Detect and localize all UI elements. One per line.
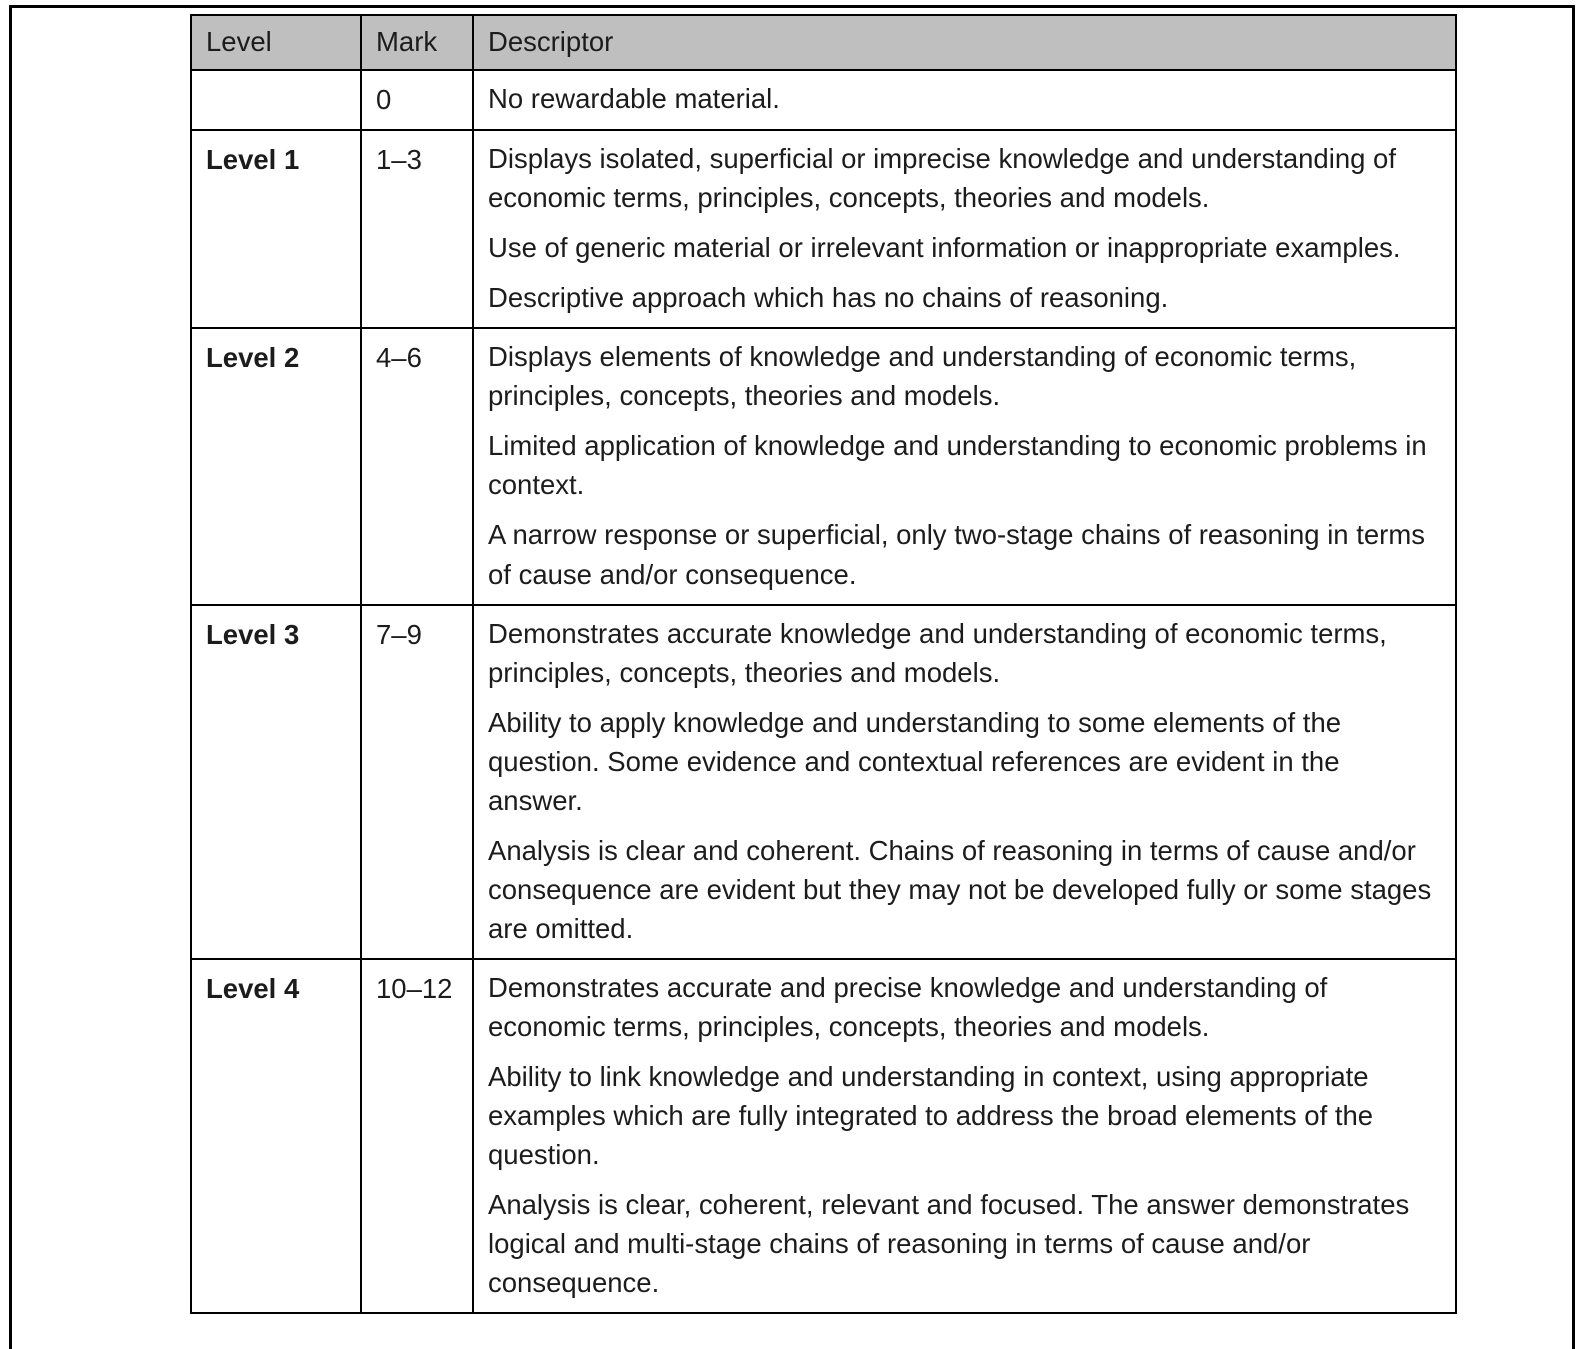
level-cell [191,605,361,959]
descriptor-paragraph: Limited application of knowledge and understanding to economic problems in context. [488,430,1427,501]
level-label: Level 4 [206,972,300,1004]
descriptor-paragraph: A narrow response or superficial, only two-stage chains of reasoning in terms of cause and/or consequence. [488,519,1425,590]
level-cell [191,70,361,130]
descriptor-paragraph: Analysis is clear, coherent, relevant and focused. The answer demonstrates logical and multi-stage chains of reasoning in terms of cause and/or consequence. [488,1189,1410,1299]
mark-cell: 7–9 [361,605,473,959]
mark-cell: 4–6 [361,328,473,604]
header-descriptor: Descriptor [473,15,1456,70]
mark-scheme-table [190,14,1457,1314]
descriptor-paragraph: Demonstrates accurate and precise knowledge and understanding of economic terms, principles, concepts, theories and models. [488,971,1328,1042]
level-cell [191,959,361,1313]
mark-scheme-rows [191,70,1456,1313]
mark-scheme-row [191,605,1456,959]
level-cell [191,328,361,604]
level-cell [191,130,361,328]
descriptor-cell [473,328,1456,604]
descriptor-cell [473,959,1456,1313]
header-level: Level [191,15,361,70]
mark-scheme-row [191,130,1456,328]
descriptor-paragraph: Displays elements of knowledge and understanding of economic terms, principles, concepts, theories and models. [488,341,1357,412]
descriptor-cell [473,70,1456,130]
header-row [191,15,1456,70]
descriptor-paragraph: Analysis is clear and coherent. Chains of reasoning in terms of cause and/or consequence are evident but they may not be developed fully or some stages are omitted. [488,834,1432,944]
mark-scheme-row [191,959,1456,1313]
level-label: Level 3 [206,618,300,650]
descriptor-paragraph: Displays isolated, superficial or imprecise knowledge and understanding of economic terms, principles, concepts, theories and models. [488,143,1396,214]
mark-scheme-header [191,15,1456,70]
descriptor-paragraph: Ability to link knowledge and understanding in context, using appropriate examples which are fully integrated to address the broad elements of the question. [488,1061,1374,1171]
descriptor-paragraph: Use of generic material or irrelevant information or inappropriate examples. [488,232,1401,264]
mark-cell: 10–12 [361,959,473,1313]
descriptor-paragraph: No rewardable material. [488,83,780,115]
mark-cell: 0 [361,70,473,130]
mark-scheme-row [191,70,1456,130]
descriptor-cell [473,605,1456,959]
level-label: Level 2 [206,342,300,374]
descriptor-paragraph: Ability to apply knowledge and understanding to some elements of the question. Some evidence and contextual references are evident in the answer. [488,706,1342,816]
descriptor-cell [473,130,1456,328]
header-mark: Mark [361,15,473,70]
descriptor-paragraph: Descriptive approach which has no chains of reasoning. [488,282,1169,314]
mark-scheme-row [191,328,1456,604]
document-page-frame [9,5,1575,1349]
descriptor-paragraph: Demonstrates accurate knowledge and understanding of economic terms, principles, concepts, theories and models. [488,617,1387,688]
mark-cell: 1–3 [361,130,473,328]
level-label: Level 1 [206,144,300,176]
